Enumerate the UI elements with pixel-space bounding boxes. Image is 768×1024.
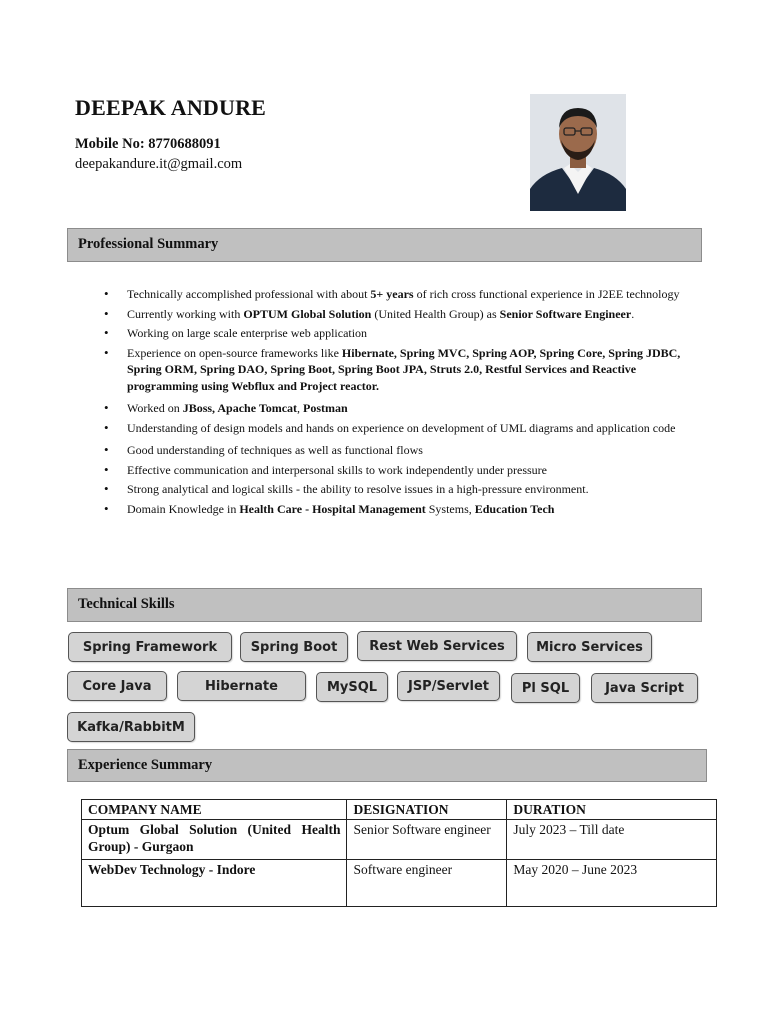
summary-list — [104, 286, 704, 520]
header-duration: DURATION — [507, 800, 717, 820]
summary-item: • Technically accomplished professional with about 5+ years of rich cross functional experience in J2EE technology — [104, 286, 704, 303]
summary-item: • Understanding of design models and hands on experience on development of UML diagrams and application code — [104, 420, 704, 437]
skill-chip: Pl SQL — [511, 673, 580, 703]
table-row — [82, 820, 717, 860]
table-header-row — [82, 800, 717, 820]
skill-chip: Micro Services — [527, 632, 652, 662]
email-address: deepakandure.it@gmail.com — [75, 156, 243, 172]
summary-item: • Effective communication and interpersonal skills to work independently under pressure — [104, 462, 704, 479]
summary-item: • Domain Knowledge in Health Care - Hospital Management Systems, Education Tech — [104, 501, 704, 518]
skill-chip: Rest Web Services — [357, 631, 517, 661]
skill-chip: MySQL — [316, 672, 388, 702]
candidate-name: DEEPAK ANDURE — [75, 95, 267, 120]
summary-item: • Strong analytical and logical skills - the ability to resolve issues in a high-pressure environment. — [104, 481, 704, 498]
section-professional-summary: Professional Summary — [67, 228, 702, 262]
duration-cell: July 2023 – Till date — [507, 820, 717, 860]
skill-chip: Java Script — [591, 673, 698, 703]
skill-chip: JSP/Servlet — [397, 671, 500, 701]
designation-cell: Senior Software engineer — [347, 820, 507, 860]
summary-item: • Currently working with OPTUM Global Solution (United Health Group) as Senior Software Engineer. — [104, 306, 704, 323]
mobile-number: Mobile No: 8770688091 — [75, 136, 221, 152]
summary-item: • Working on large scale enterprise web application — [104, 325, 704, 342]
skill-chip: Core Java — [67, 671, 167, 701]
experience-table — [81, 799, 717, 907]
skill-chip: Hibernate — [177, 671, 306, 701]
skill-chip: Spring Framework — [68, 632, 232, 662]
company-cell: Optum Global Solution (United Health Group) - Gurgaon — [82, 820, 347, 860]
summary-item: • Worked on JBoss, Apache Tomcat, Postman — [104, 400, 704, 417]
header-designation: DESIGNATION — [347, 800, 507, 820]
section-technical-skills: Technical Skills — [67, 588, 702, 622]
summary-item: • Good understanding of techniques as well as functional flows — [104, 442, 704, 459]
skill-chip: Kafka/RabbitM — [67, 712, 195, 742]
table-row — [82, 860, 717, 907]
section-experience-summary: Experience Summary — [67, 749, 707, 782]
profile-photo — [530, 94, 626, 211]
designation-cell: Software engineer — [347, 860, 507, 907]
profile-photo-icon — [530, 94, 626, 211]
header-company: COMPANY NAME — [82, 800, 347, 820]
skill-chip: Spring Boot — [240, 632, 348, 662]
summary-item: • Experience on open-source frameworks like Hibernate, Spring MVC, Spring AOP, Spring Core, Spring JDBC, Spring ORM, Spring DAO, Spring Boot, Spring Boot JPA, Struts 2.0, Restful Services and Reactive programming using Webflux and Project reactor. — [104, 345, 704, 395]
company-cell: WebDev Technology - Indore — [82, 860, 347, 907]
duration-cell: May 2020 – June 2023 — [507, 860, 717, 907]
